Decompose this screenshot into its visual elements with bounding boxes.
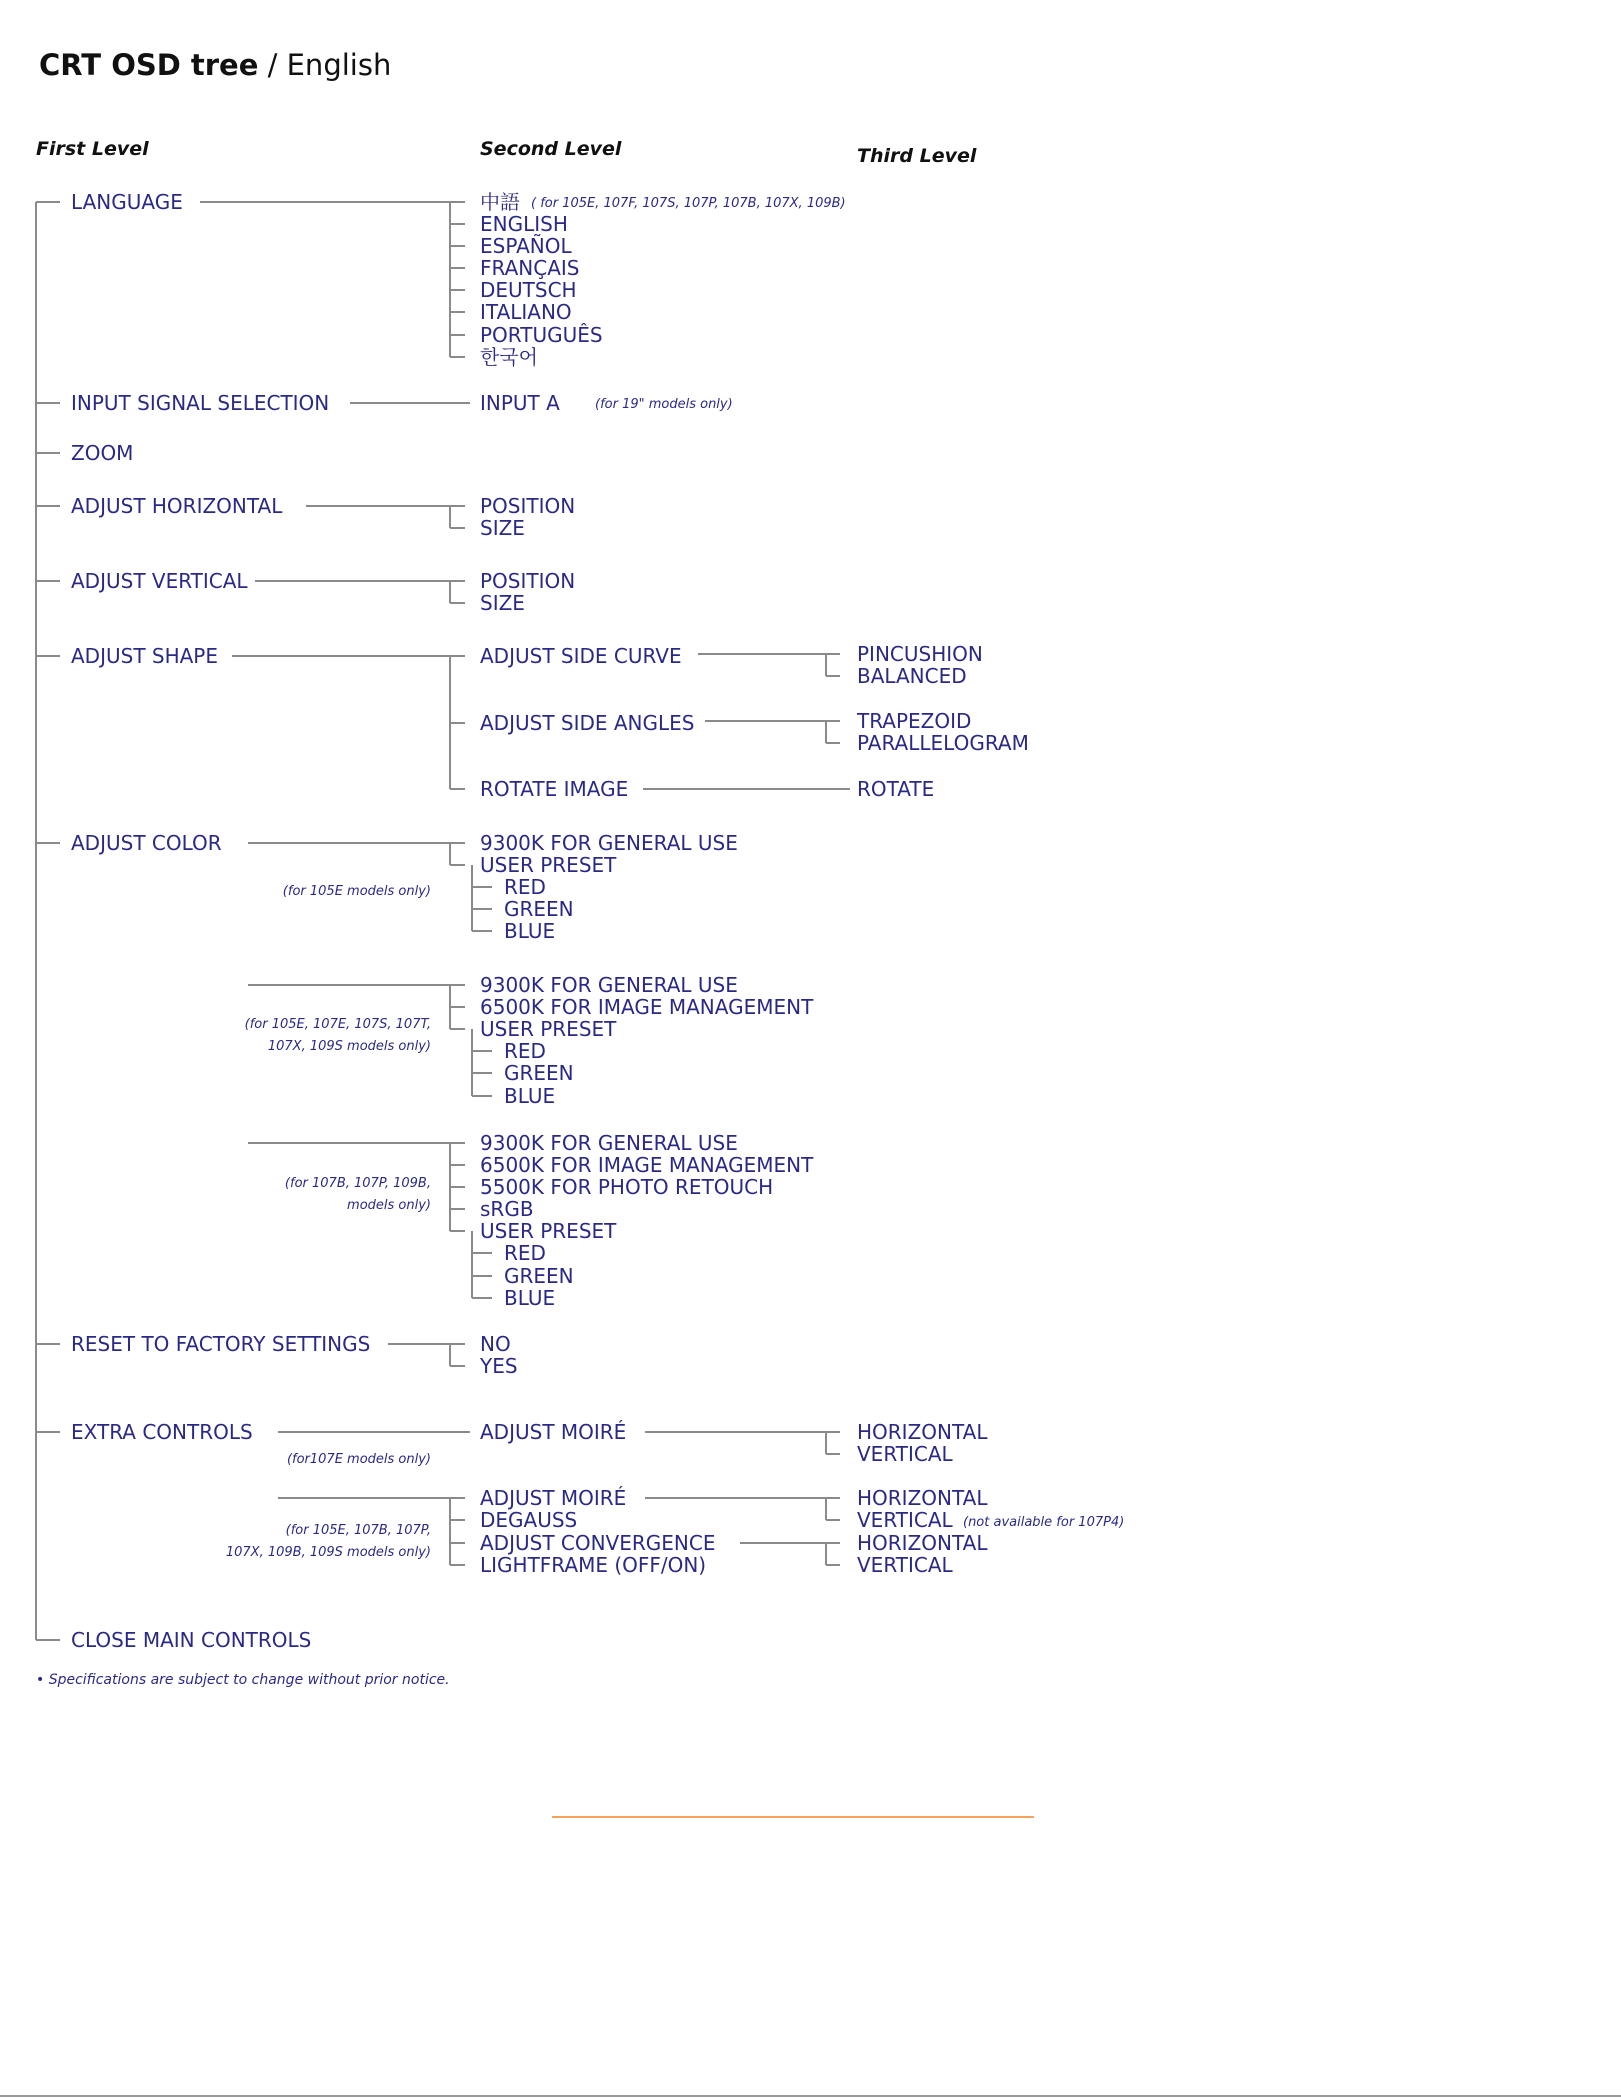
menu-language: LANGUAGE	[71, 190, 183, 214]
extra-g2-convergence-horizontal: HORIZONTAL	[857, 1531, 988, 1555]
shape-adjust-side-curve: ADJUST SIDE CURVE	[480, 644, 682, 668]
orange-divider	[552, 1816, 1034, 1818]
color-g2-6500k: 6500K FOR IMAGE MANAGEMENT	[480, 995, 814, 1019]
reset-no: NO	[480, 1332, 511, 1356]
title-language: / English	[267, 48, 392, 82]
color-g3-user-preset: USER PRESET	[480, 1219, 617, 1243]
color-group2-note-line2: 107X, 109S models only)	[267, 1039, 431, 1054]
color-g3-green: GREEN	[504, 1264, 574, 1288]
menu-input-signal-selection: INPUT SIGNAL SELECTION	[71, 391, 330, 415]
header-third-level: Third Level	[857, 145, 977, 167]
menu-adjust-vertical: ADJUST VERTICAL	[71, 569, 248, 593]
input-a-note: (for 19" models only)	[595, 397, 733, 412]
language-chinese-note: ( for 105E, 107F, 107S, 107P, 107B, 107X, 109B)	[531, 196, 846, 211]
header-second-level: Second Level	[480, 138, 622, 160]
extra-g1-vertical: VERTICAL	[857, 1442, 953, 1466]
menu-adjust-color: ADJUST COLOR	[71, 831, 222, 855]
extra-g2-degauss: DEGAUSS	[480, 1508, 578, 1532]
extra-g2-moire-horizontal: HORIZONTAL	[857, 1486, 988, 1510]
vertical-size: SIZE	[480, 591, 525, 615]
footnote: • Specifications are subject to change without prior notice.	[36, 1672, 450, 1688]
extra-g2-lightframe: LIGHTFRAME (OFF/ON)	[480, 1553, 707, 1577]
shape-adjust-side-angles: ADJUST SIDE ANGLES	[480, 711, 695, 735]
color-g2-blue: BLUE	[504, 1084, 556, 1108]
extra-group2-note-line2: 107X, 109B, 109S models only)	[225, 1545, 431, 1560]
language-spanish: ESPAÑOL	[480, 234, 572, 258]
vertical-position: POSITION	[480, 569, 576, 593]
color-g2-9300k: 9300K FOR GENERAL USE	[480, 973, 738, 997]
language-german: DEUTSCH	[480, 278, 577, 302]
color-group3-note-line1: (for 107B, 107P, 109B,	[284, 1176, 431, 1191]
color-g3-blue: BLUE	[504, 1286, 556, 1310]
color-g2-red: RED	[504, 1039, 546, 1063]
shape-pincushion: PINCUSHION	[857, 642, 983, 666]
extra-g2-convergence-vertical: VERTICAL	[857, 1553, 953, 1577]
language-english: ENGLISH	[480, 212, 568, 236]
color-g3-6500k: 6500K FOR IMAGE MANAGEMENT	[480, 1153, 814, 1177]
color-group3-note-line2: models only)	[347, 1198, 431, 1213]
horizontal-position: POSITION	[480, 494, 576, 518]
color-g3-5500k: 5500K FOR PHOTO RETOUCH	[480, 1175, 774, 1199]
bottom-divider	[0, 2095, 1621, 2097]
menu-zoom: ZOOM	[71, 441, 134, 465]
language-chinese: 中語	[480, 190, 520, 214]
language-french: FRANÇAIS	[480, 256, 580, 280]
extra-g2-moire-vertical-note: (not available for 107P4)	[963, 1515, 1125, 1530]
shape-rotate: ROTATE	[857, 777, 935, 801]
color-g1-green: GREEN	[504, 897, 574, 921]
extra-g1-horizontal: HORIZONTAL	[857, 1420, 988, 1444]
reset-yes: YES	[480, 1354, 518, 1378]
menu-adjust-horizontal: ADJUST HORIZONTAL	[71, 494, 283, 518]
extra-g1-adjust-moire: ADJUST MOIRÉ	[480, 1420, 627, 1444]
color-g1-red: RED	[504, 875, 546, 899]
extra-g2-adjust-convergence: ADJUST CONVERGENCE	[480, 1531, 716, 1555]
menu-close-main-controls: CLOSE MAIN CONTROLS	[71, 1628, 312, 1652]
language-korean: 한국어	[480, 345, 538, 369]
color-group2-note-line1: (for 105E, 107E, 107S, 107T,	[244, 1017, 431, 1032]
extra-g2-adjust-moire: ADJUST MOIRÉ	[480, 1486, 627, 1510]
color-group1-note: (for 105E models only)	[282, 884, 431, 899]
menu-adjust-shape: ADJUST SHAPE	[71, 644, 219, 668]
color-g3-9300k: 9300K FOR GENERAL USE	[480, 1131, 738, 1155]
color-g2-user-preset: USER PRESET	[480, 1017, 617, 1041]
title-main: CRT OSD tree	[39, 48, 259, 82]
language-portuguese: PORTUGUÊS	[480, 323, 603, 347]
shape-parallelogram: PARALLELOGRAM	[857, 731, 1029, 755]
input-a: INPUT A	[480, 391, 560, 415]
extra-group1-note: (for107E models only)	[286, 1452, 431, 1467]
horizontal-size: SIZE	[480, 516, 525, 540]
color-g1-blue: BLUE	[504, 919, 556, 943]
menu-reset-factory-settings: RESET TO FACTORY SETTINGS	[71, 1332, 371, 1356]
extra-group2-note-line1: (for 105E, 107B, 107P,	[285, 1523, 431, 1538]
color-g2-green: GREEN	[504, 1061, 574, 1085]
shape-balanced: BALANCED	[857, 664, 967, 688]
shape-trapezoid: TRAPEZOID	[857, 709, 972, 733]
header-first-level: First Level	[36, 138, 149, 160]
color-g1-9300k: 9300K FOR GENERAL USE	[480, 831, 738, 855]
color-g3-red: RED	[504, 1241, 546, 1265]
menu-extra-controls: EXTRA CONTROLS	[71, 1420, 253, 1444]
language-italian: ITALIANO	[480, 300, 572, 324]
shape-rotate-image: ROTATE IMAGE	[480, 777, 629, 801]
color-g1-user-preset: USER PRESET	[480, 853, 617, 877]
extra-g2-moire-vertical: VERTICAL	[857, 1508, 953, 1532]
color-g3-srgb: sRGB	[480, 1197, 534, 1221]
